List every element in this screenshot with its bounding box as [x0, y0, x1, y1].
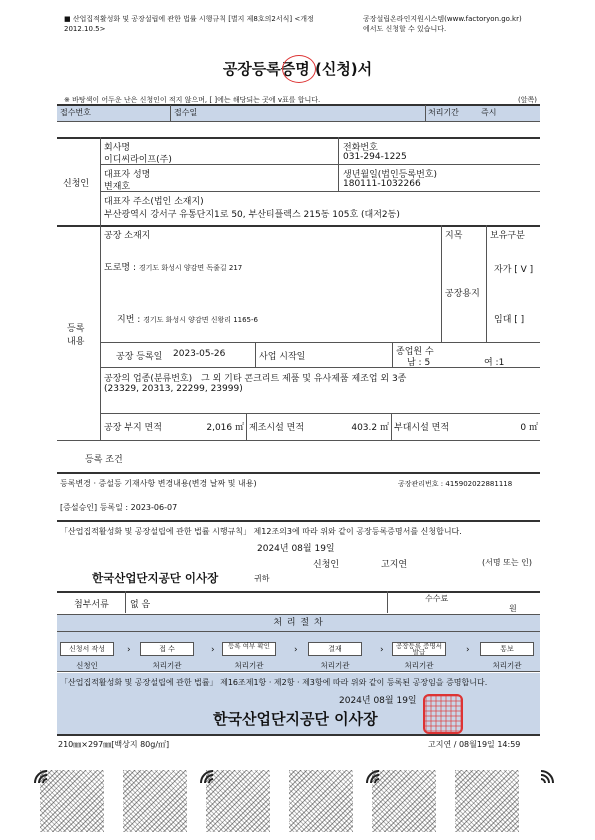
birth-label: 생년월일(법인등록번호)	[343, 170, 437, 180]
process-actor-3: 처리기관	[234, 661, 264, 670]
attachments-value: 없 음	[130, 600, 151, 610]
birth-value: 180111-1032266	[343, 179, 421, 189]
process-arrow-5: ›	[466, 645, 470, 655]
site-area-label: 공장 부지 면적	[104, 423, 162, 433]
page-title: 공장등록증명 (신청)서	[222, 60, 373, 78]
factory-management-number: 공장관리번호 : 415902022881118	[398, 480, 513, 488]
process-step-4: 결재	[308, 642, 362, 656]
process-title: 처 리 절 차	[273, 618, 324, 628]
security-code-1	[40, 770, 104, 832]
phone-label: 전화번호	[343, 143, 378, 153]
processing-period-value: 즉시	[481, 108, 497, 117]
honorific: 귀하	[254, 574, 270, 583]
certification-issuer: 한국산업단지공단 이사장	[213, 710, 378, 728]
industry	[104, 371, 406, 384]
biz-start-label: 사업 시작일	[259, 352, 306, 362]
applicant-sign-label: 신청인	[313, 560, 340, 570]
company-name-label: 회사명	[104, 143, 131, 153]
code-corner-mark-icon	[540, 770, 554, 784]
process-step-6: 통보	[480, 642, 534, 656]
online-system-note	[363, 14, 522, 34]
employees-male: 남 : 5	[407, 358, 431, 368]
applicant-section-label: 신청인	[63, 179, 90, 189]
company-name-value: 이디씨라이프(주)	[104, 155, 172, 165]
attachments-label: 첨부서류	[74, 600, 109, 610]
road-address-value: 경기도 화성시 양감면 독줄길 217	[138, 264, 243, 272]
paper-spec: 210㎜×297㎜[백상지 80g/㎡]	[58, 740, 170, 749]
process-actor-4: 처리기관	[320, 661, 350, 670]
process-arrow-4: ›	[380, 645, 384, 655]
issue-stamp: 고지연 / 08월19일 14:59	[428, 740, 521, 749]
aux-area-value: 0 ㎡	[520, 423, 538, 433]
application-date: 2024년 08월 19일	[257, 544, 335, 554]
instruction-note: ※ 바탕색이 어두운 난은 신청인이 적지 않으며, [ ]에는 해당되는 곳에 v표를 합니다.	[64, 96, 321, 104]
application-statement: 「산업집적활성화 및 공장설립에 관한 법률 시행규칙」 제12조의3에 따라 위와 같이 공장등록증명서를 신청합니다.	[60, 527, 462, 536]
page-side: (앞쪽)	[518, 96, 537, 104]
applicant-sign-name: 고지연	[381, 560, 408, 570]
fee-unit: 원	[509, 604, 517, 613]
ownership-label: 보유구분	[490, 231, 525, 241]
reception-row	[57, 104, 540, 122]
code-corner-mark-icon	[366, 770, 380, 784]
address-value: 부산광역시 강서구 유통단지1로 50, 부산티플렉스 215동 105호 (대저2동)	[104, 210, 400, 220]
process-actor-5: 처리기관	[404, 661, 434, 670]
address-label: 대표자 주소(법인 소재지)	[104, 197, 204, 207]
process-actor-1: 신청인	[76, 661, 98, 670]
land-type-label: 지목	[445, 231, 463, 241]
code-corner-mark-icon	[34, 770, 48, 784]
expansion-approval: [증설승인] 등록일 : 2023-06-07	[60, 503, 178, 512]
own-checkbox: 자가 [ V ]	[494, 265, 534, 275]
mfg-area-value: 403.2 ㎡	[351, 423, 389, 433]
process-step-2: 접 수	[140, 642, 194, 656]
employees-label: 종업원 수	[396, 347, 434, 357]
process-actor-2: 처리기관	[152, 661, 182, 670]
certification-date: 2024년 08월 19일	[339, 696, 417, 706]
factory-address-label: 공장 소재지	[104, 231, 151, 241]
title-stamp-circle	[282, 55, 316, 83]
reception-date-label: 접수일	[174, 108, 198, 117]
security-code-5	[372, 770, 436, 832]
process-arrow-2: ›	[211, 645, 215, 655]
industry-label: 공장의 업종(분류번호)	[104, 374, 193, 384]
registration-label-line1: 등록	[67, 324, 85, 334]
process-arrow-1: ›	[127, 645, 131, 655]
certification-statement: 「산업집적활성화 및 공장설립에 관한 법률」 제16조제1항 · 제2항 · 제3항에 따라 위와 같이 등록된 공장임을 증명합니다.	[60, 678, 488, 687]
aux-area-label: 부대시설 면적	[394, 423, 450, 433]
process-arrow-3: ›	[294, 645, 298, 655]
lot-address	[117, 312, 258, 325]
road-address-label: 도로명 :	[104, 263, 136, 273]
fee-label: 수수료	[425, 594, 449, 603]
process-step-1: 신청서 작성	[60, 642, 114, 656]
lot-address-value: 경기도 화성시 양감면 신왕리 1165-6	[143, 316, 258, 324]
security-code-3	[206, 770, 270, 832]
representative-value: 변재호	[104, 182, 131, 192]
registration-label-line2: 내용	[67, 337, 85, 347]
online-system-line2: 에서도 신청할 수 있습니다.	[363, 25, 447, 33]
reception-number-label: 접수번호	[60, 108, 91, 117]
law-reference: ■ 산업집적활성화 및 공장설립에 관한 법률 시행규칙 [별지 제8호의2서식] <개정 2012.10.5>	[64, 15, 314, 33]
security-code-2	[123, 770, 187, 832]
industry-codes: (23329, 20313, 22299, 23999)	[104, 384, 243, 394]
signature-note: (서명 또는 인)	[482, 558, 532, 567]
official-seal	[423, 694, 463, 734]
security-code-4	[289, 770, 353, 832]
industry-value: 그 외 기타 콘크리트 제품 및 유사제품 제조업 외 3종	[201, 374, 407, 384]
employees-female: 여 :1	[484, 358, 505, 368]
land-type-value: 공장용지	[445, 289, 480, 299]
code-corner-mark-icon	[200, 770, 214, 784]
lot-address-label: 지번 :	[117, 315, 141, 325]
process-title-bar	[57, 614, 540, 632]
lease-checkbox: 임대 [ ]	[494, 315, 525, 325]
road-address	[104, 260, 242, 273]
change-history-label: 등록변경 · 증설등 기재사항 변경내용(변경 날짜 및 내용)	[60, 479, 257, 488]
processing-period-label: 처리기간	[428, 108, 459, 117]
registration-section-label	[67, 321, 84, 347]
process-step-5: 공장등록 증명서발급	[392, 642, 446, 656]
representative-label: 대표자 성명	[104, 170, 151, 180]
phone-value: 031-294-1225	[343, 152, 407, 162]
reg-date-label: 공장 등록일	[116, 352, 163, 362]
online-system-line1: 공장설립온라인지원시스템(www.factoryon.go.kr)	[363, 15, 522, 23]
application-addressee: 한국산업단지공단 이사장	[92, 571, 219, 585]
mfg-area-label: 제조시설 면적	[249, 423, 305, 433]
security-code-6	[455, 770, 519, 832]
site-area-value: 2,016 ㎡	[206, 423, 244, 433]
process-step-3: 등록 여부 확인	[222, 642, 276, 656]
process-actor-6: 처리기관	[492, 661, 522, 670]
reg-date-value: 2023-05-26	[173, 349, 226, 359]
conditions-label: 등록 조건	[85, 455, 123, 465]
